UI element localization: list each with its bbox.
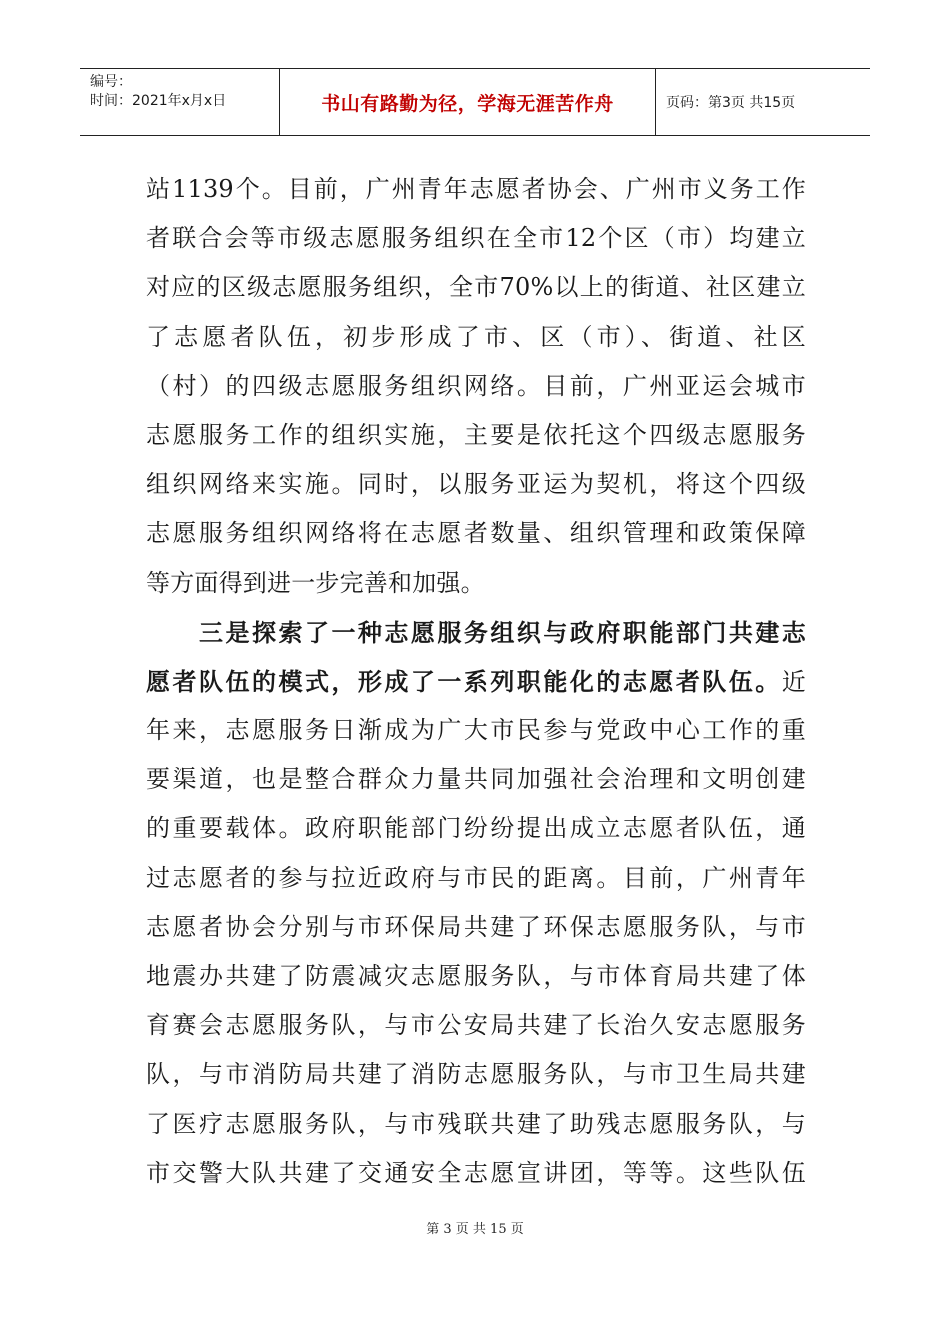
section-heading-line: 三是探索了一种志愿服务组织与政府职能部门共建志: [146, 617, 806, 647]
body-line: 组织网络来实施。同时，以服务亚运为契机，将这个四级: [146, 470, 806, 499]
body-line: 市交警大队共建了交通安全志愿宣讲团，等等。这些队伍: [146, 1158, 806, 1187]
body-line: 志愿者协会分别与市环保局共建了环保志愿服务队，与市: [146, 912, 806, 941]
body-line: 过志愿者的参与拉近政府与市民的距离。目前，广州青年: [146, 863, 806, 892]
body-text: 近: [781, 667, 806, 696]
section-heading-text: 愿者队伍的模式，形成了一系列职能化的志愿者队伍。: [146, 666, 782, 696]
document-number-label: 编号：: [90, 74, 132, 90]
body-line: 年来，志愿服务日渐成为广大市民参与党政中心工作的重: [146, 716, 806, 745]
body-line: 了志愿者队伍，初步形成了市、区（市）、街道、社区: [146, 322, 806, 351]
document-date: 时间：2021年x月x日: [90, 93, 227, 109]
body-line: 育赛会志愿服务队，与市公安局共建了长治久安志愿服务: [146, 1011, 806, 1040]
body-line: 等方面得到进一步完善和加强。: [146, 568, 485, 597]
page-footer: 第 3 页 共 15 页: [426, 1222, 524, 1237]
body-line: 志愿服务工作的组织实施，主要是依托这个四级志愿服务: [146, 420, 806, 449]
document-body: [146, 165, 806, 1198]
body-line: 要渠道，也是整合群众力量共同加强社会治理和文明创建: [146, 765, 806, 794]
body-line: 地震办共建了防震减灾志愿服务队，与市体育局共建了体: [146, 962, 806, 990]
page-header: [80, 68, 870, 136]
body-line: 了医疗志愿服务队，与市残联共建了助残志愿服务队，与: [146, 1109, 806, 1138]
header-meta: [80, 69, 280, 135]
body-line: （村）的四级志愿服务组织网络。目前，广州亚运会城市: [146, 371, 806, 400]
body-line: 队，与市消防局共建了消防志愿服务队，与市卫生局共建: [146, 1060, 806, 1089]
body-line: 对应的区级志愿服务组织，全市70%以上的街道、社区建立: [146, 273, 806, 302]
section-heading-line-2: [146, 657, 806, 706]
header-motto: 书山有路勤为径，学海无涯苦作舟: [280, 69, 656, 135]
body-line: 者联合会等市级志愿服务组织在全市12个区（市）均建立: [146, 224, 806, 253]
body-line: 站1139个。目前，广州青年志愿者协会、广州市义务工作: [146, 175, 806, 203]
body-line: 的重要载体。政府职能部门纷纷提出成立志愿者队伍，通: [146, 814, 806, 843]
header-page-info: 页码：第3页 共15页: [666, 95, 796, 111]
body-line: 志愿服务组织网络将在志愿者数量、组织管理和政策保障: [146, 519, 806, 548]
